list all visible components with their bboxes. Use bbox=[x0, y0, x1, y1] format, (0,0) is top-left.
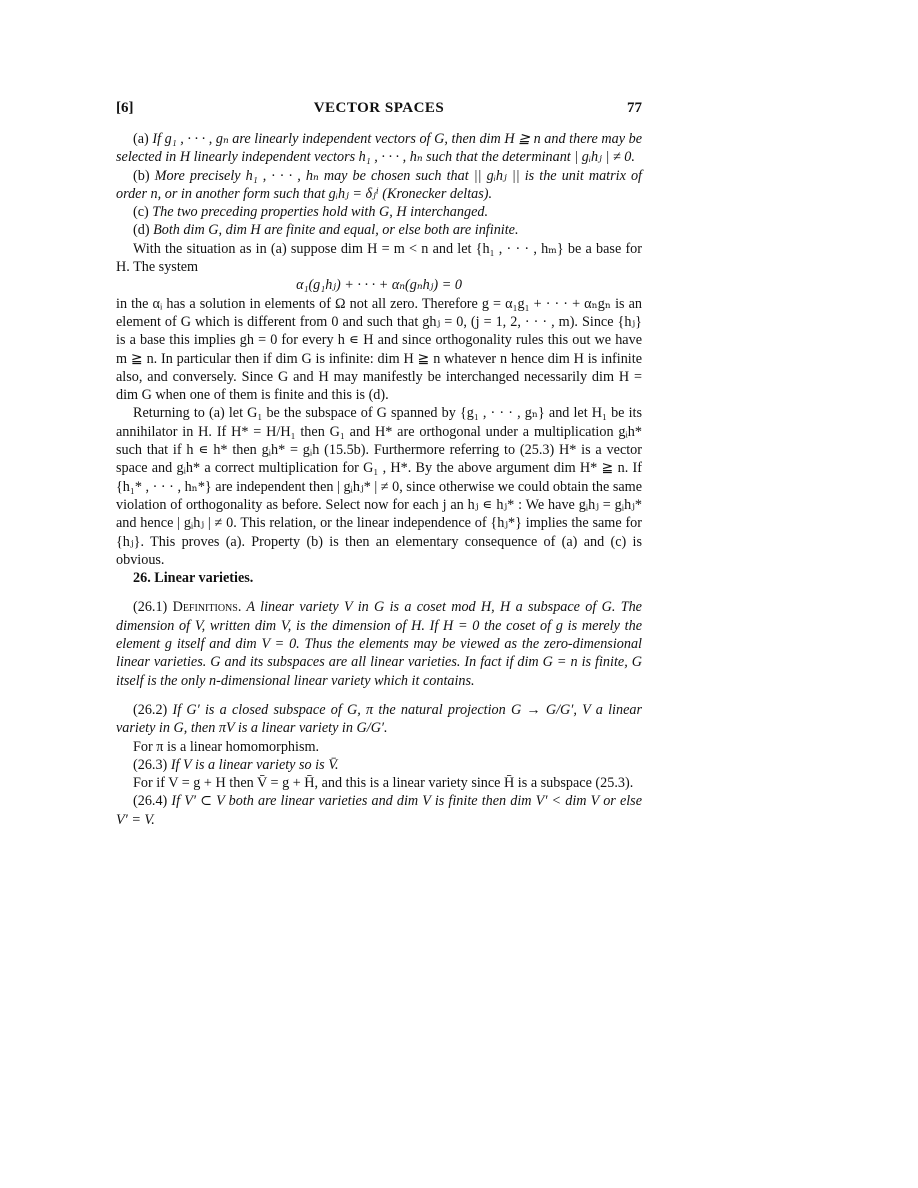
property-c bbox=[116, 203, 642, 221]
proof-paragraph-1: With the situation as in (a) suppose dim H = m < n and let {h₁ , · · · , hₘ} be a base for H. The system bbox=[116, 240, 642, 276]
proposition-26-4-label: (26.4) bbox=[133, 793, 172, 810]
property-d-text: Both dim G, dim H are finite and equal, or else both are infinite. bbox=[153, 222, 519, 239]
property-a-label: (a) bbox=[133, 131, 153, 147]
property-b bbox=[116, 167, 642, 204]
property-d-label: (d) bbox=[133, 222, 154, 239]
proposition-26-4 bbox=[116, 792, 642, 829]
header-title: VECTOR SPACES bbox=[313, 100, 445, 116]
page-body bbox=[116, 130, 642, 829]
proposition-26-4-text: If V′ ⊂ V both are linear varieties and dim V is finite then dim V′ < dim V or else V′ = V. bbox=[116, 793, 642, 828]
definition-26-1 bbox=[116, 598, 642, 689]
equation-system: α₁(g₁hⱼ) + · · · + αₙ(gₙhⱼ) = 0 bbox=[296, 277, 462, 294]
definition-26-1-text: A linear variety V in G is a coset mod H, H a subspace of G. The dimension of V, written dim V, is the dimension of H. If H = 0 the coset of g is merely the element g itself and dim V = 0. Thus the elements may be viewed as the zero-dimensional linear varieties. G and its subspaces are all linear varieties. In fact if dim G = n is finite, G itself is the only n-dimensional linear variety which it contains. bbox=[116, 599, 642, 689]
proposition-26-3-text: If V is a linear variety so is V̄. bbox=[170, 756, 339, 773]
definition-26-1-label: (26.1) bbox=[133, 599, 173, 616]
proposition-26-2-label: (26.2) bbox=[133, 701, 173, 718]
property-c-label: (c) bbox=[133, 204, 153, 221]
definitions-word: Definitions. bbox=[172, 599, 242, 616]
proof-26-3: For if V = g + H then V̄ = g + H̄, and this is a linear variety since H̄ is a subspace (25.3). bbox=[133, 775, 634, 792]
property-a-text: If g₁ , · · · , gₙ are linearly independent vectors of G, then dim H ≧ n and there may be selected in H linearly independent vectors h₁ , · · · , hₙ such that the determinant | gᵢhⱼ | ≠ 0. bbox=[116, 131, 642, 166]
proposition-26-2 bbox=[116, 701, 642, 738]
page-number: 77 bbox=[627, 100, 642, 116]
proof-paragraph-3: Returning to (a) let G₁ be the subspace of G spanned by {g₁ , · · · , gₙ} and let H₁ be its annihilator in H. If H* = H/H₁ then G₁ and H* are orthogonal under a multiplication gᵢh* such that if h ∊ h* then gᵢh* = gᵢh (15.5b). Furthermore referring to (25.3) H* is a vector space and gᵢh* a correct multiplication for G₁ , H*. By the above argument dim H* ≧ n. If {h₁* , · · · , hₙ*} are independent then | gᵢhⱼ* | ≠ 0, since otherwise we could obtain the same violation of orthogonality as before. Select now for each j an hⱼ ∊ hⱼ* : We have gᵢhⱼ = gᵢhⱼ* and hence | gᵢhⱼ | ≠ 0. This relation, or the linear independence of {hⱼ*} implies the same for {hⱼ}. This proves (a). Property (b) is then an elementary consequence of (a) and (c) is obvious. bbox=[116, 405, 642, 568]
property-b-text: More precisely h₁ , · · · , hₙ may be chosen such that || gᵢhⱼ || is the unit matrix of order n, or in another form such that gᵢhⱼ = δⱼⁱ (Kronecker deltas). bbox=[116, 167, 642, 202]
property-c-text: The two preceding properties hold with G, H interchanged. bbox=[152, 204, 489, 221]
proposition-26-3 bbox=[116, 756, 642, 774]
proposition-26-3-label: (26.3) bbox=[133, 756, 171, 773]
running-header bbox=[116, 100, 642, 122]
property-b-label: (b) bbox=[133, 167, 155, 184]
header-section-number: [6] bbox=[116, 100, 134, 116]
proposition-26-2-text: If G′ is a closed subspace of G, π the natural projection G → G/G′, V a linear variety in G, then πV is a linear variety in G/G′. bbox=[116, 701, 643, 737]
section-heading: 26. Linear varieties. bbox=[133, 570, 254, 587]
proof-26-2: For π is a linear homomorphism. bbox=[133, 738, 320, 755]
property-d bbox=[116, 221, 642, 239]
proof-paragraph-2: in the αᵢ has a solution in elements of Ω not all zero. Therefore g = α₁g₁ + · · · + αₙgₙ is an element of G which is different from 0 and such that ghⱼ = 0, (j = 1, 2, · · · , m). Since {hⱼ} is a base this implies gh = 0 for every h ∊ H and since orthogonality rules this out we have m ≧ n. In particular then if dim G is infinite: dim H ≧ n whatever n hence dim H is infinite also, and conversely. Since G and H may manifestly be interchanged necessarily dim H = dim G when one of them is finite and this is (d). bbox=[116, 295, 642, 404]
property-a bbox=[116, 130, 642, 167]
